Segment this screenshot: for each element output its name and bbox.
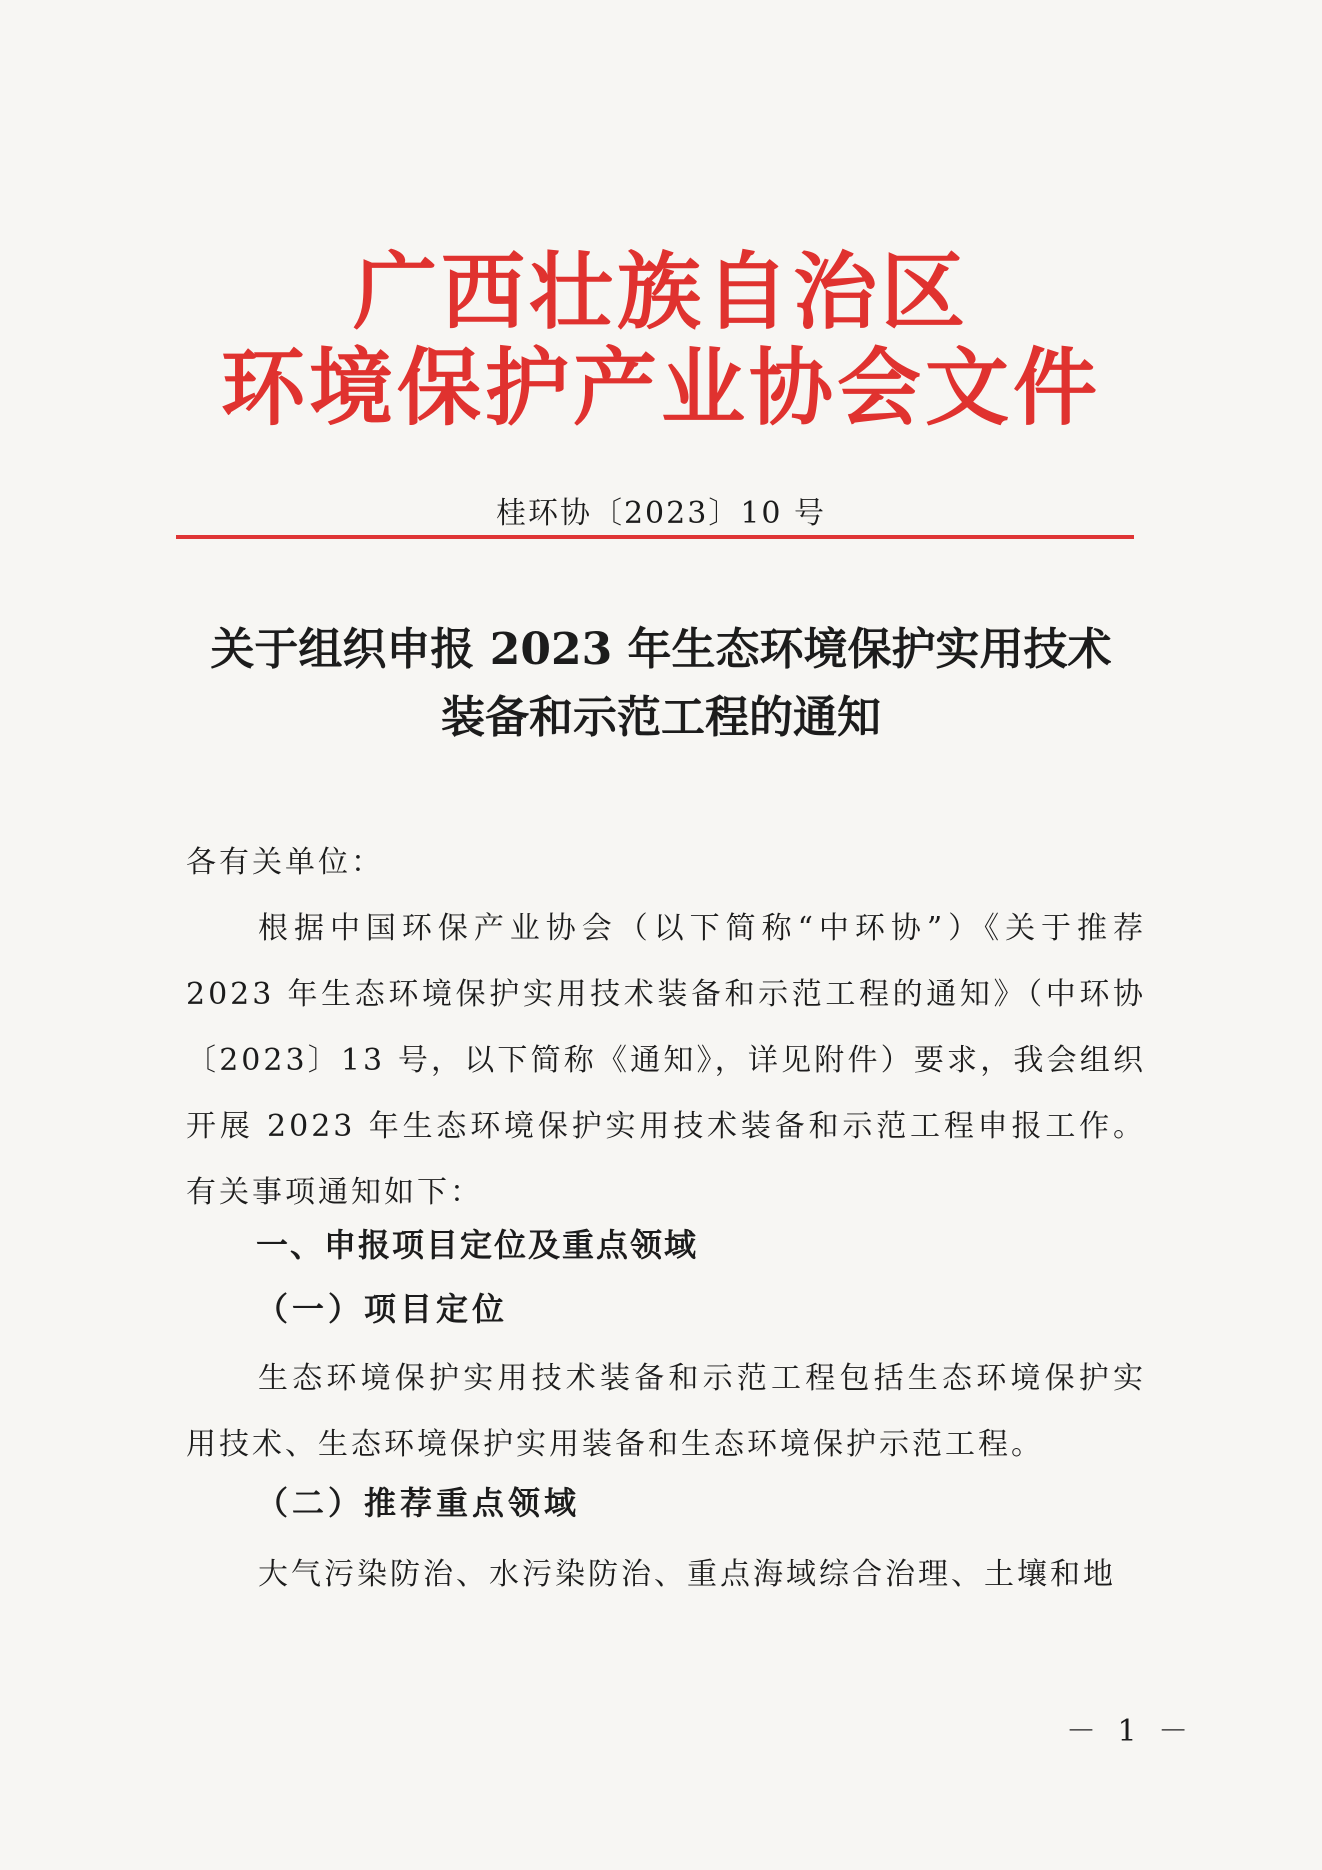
notice-title-line-2: 装备和示范工程的通知 (441, 692, 881, 743)
subsection-1-heading: （一）项目定位 (256, 1290, 509, 1328)
masthead-line-2: 环境保护产业协会文件 (220, 338, 1101, 437)
red-separator-rule (176, 535, 1134, 539)
masthead-line-1: 广西壮族自治区 (352, 242, 969, 341)
section-1-heading: 一、申报项目定位及重点领域 (256, 1226, 699, 1264)
document-number: 桂环协〔2023〕10 号 (495, 496, 827, 531)
subsection-2-text: 大气污染防治、水污染防治、重点海域综合治理、土壤和地 (258, 1557, 1116, 1592)
subsection-1-text: 生态环境保护实用技术装备和示范工程包括生态环境保护实用技术、生态环境保护实用装备和生态环境保护示范工程。 (186, 1361, 1146, 1462)
salutation: 各有关单位： (186, 845, 384, 880)
subsection-2-heading: （二）推荐重点领域 (256, 1484, 581, 1522)
page-number: － 1 － (1066, 1714, 1195, 1749)
intro-paragraph: 根据中国环保产业协会（以下简称“中环协”）《关于推荐2023 年生态环境保护实用技术装备和示范工程的通知》（中环协〔2023〕13 号，以下简称《通知》，详见附件）要求，我会组织开展 2023 年生态环境保护实用技术装备和示范工程申报工作。有关事项通知如下： (186, 911, 1146, 1210)
notice-title-line-1: 关于组织申报 2023 年生态环境保护实用技术 (210, 624, 1112, 675)
